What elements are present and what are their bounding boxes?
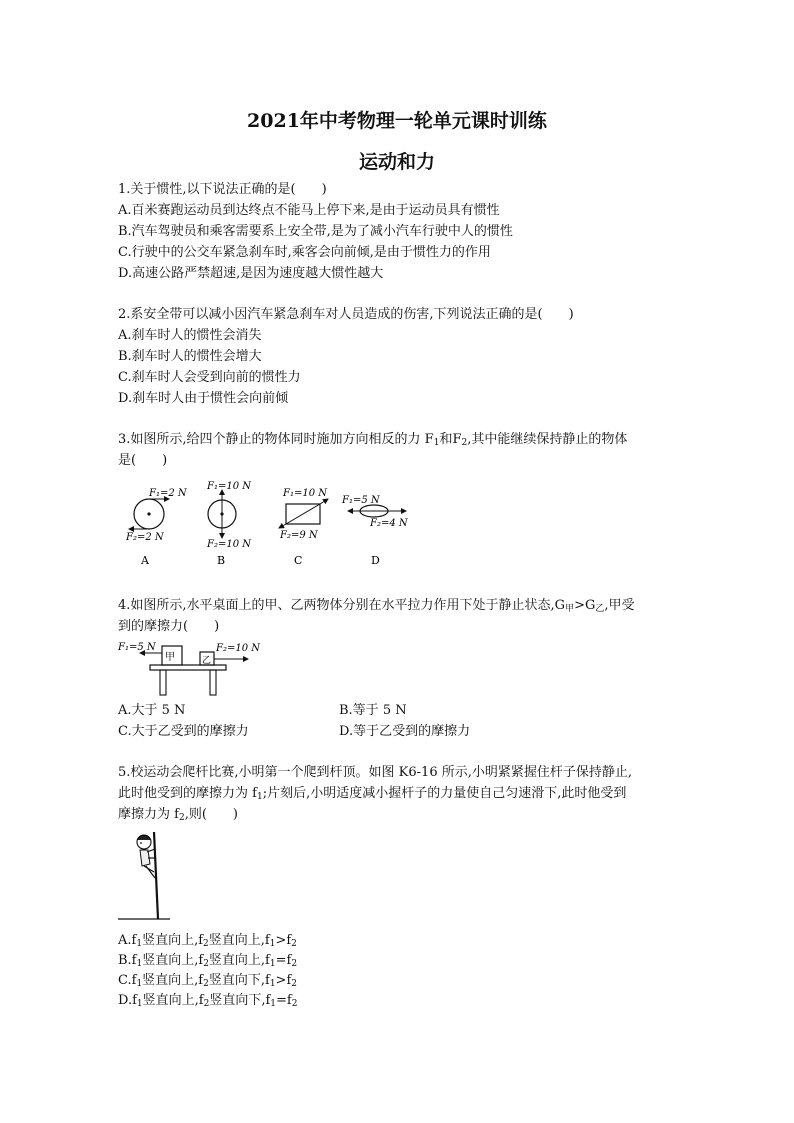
- q1-option-c: C.行驶中的公交车紧急刹车时,乘客会向前倾,是由于惯性力的作用: [118, 245, 491, 260]
- q3-b-f2-label: F₂=10 N: [207, 539, 251, 550]
- q4-option-b: B.等于 5 N: [339, 703, 407, 718]
- q3-a-f1-label: F₁=2 N: [149, 488, 187, 499]
- q5-stem-line3: 摩擦力为 $f_2$,则( ): [118, 807, 238, 823]
- q4-block-yi-label: 乙: [202, 656, 212, 666]
- q2-stem: 2.系安全带可以减小因汽车紧急刹车对人员造成的伤害,下列说法正确的是( ): [118, 307, 574, 322]
- q3-figure-d: [341, 495, 409, 567]
- q3-d-f1-label: F₁=5 N: [342, 495, 380, 506]
- q3-label-a: A: [141, 554, 149, 567]
- q3-c-f1-label: F₁=10 N: [283, 488, 327, 499]
- q4-option-a: A.大于 5 N: [118, 703, 186, 718]
- q5-option-a: $A.f_1$竖直向上$,f_2$竖直向上$,f_1>f_2$: [118, 933, 297, 949]
- q2-option-a: A.刹车时人的惯性会消失: [118, 328, 262, 343]
- q5-stem-line2: 此时他受到的摩擦力为 $f_1$;片刻后,小明适度减小握杆子的力量使自己匀速滑下,此时他受到: [118, 786, 627, 802]
- q2-option-d: D.刹车时人由于惯性会向前倾: [118, 391, 289, 406]
- q3-figure-a: [125, 488, 188, 567]
- q5-option-c: $C.f_1$竖直向上$,f_2$竖直向下$,f_1>f_2$: [118, 973, 297, 989]
- q1-option-b: B.汽车驾驶员和乘客需要系上安全带,是为了减小汽车行驶中人的惯性: [118, 224, 513, 239]
- q3-stem-line1: 3.如图所示,给四个静止的物体同时施加方向相反的力 $F_1$和$F_2$,其中能继续保持静止的物体: [118, 432, 628, 448]
- q1-option-a: A.百米赛跑运动员到达终点不能马上停下来,是由于运动员具有惯性: [118, 203, 500, 218]
- q3-label-d: D: [371, 554, 380, 567]
- q3-a-f2-label: F₂=2 N: [126, 532, 164, 543]
- q3-c-f2-label: F₂=9 N: [280, 530, 318, 541]
- q4-figure: [116, 640, 276, 698]
- q4-f2-label: F₂=10 N: [216, 643, 260, 654]
- q4-option-c: C.大于乙受到的摩擦力: [118, 724, 249, 739]
- q3-label-b: B: [217, 554, 226, 567]
- q4-stem-line1: 4.如图所示,水平桌面上的甲、乙两物体分别在水平拉力作用下处于静止状态$,G_甲>G_乙$,甲受: [118, 598, 635, 614]
- q3-label-c: C: [294, 554, 303, 567]
- q5-figure: [118, 828, 178, 922]
- q3-stem-line2: 是( ): [118, 453, 168, 468]
- q2-option-c: C.刹车时人会受到向前的惯性力: [118, 370, 301, 385]
- q4-block-jia-label: 甲: [165, 652, 175, 663]
- page-title: 2021年中考物理一轮单元课时训练: [247, 110, 547, 132]
- q1-stem: 1.关于惯性,以下说法正确的是( ): [118, 182, 327, 197]
- q4-f1-label: F₁=5 N: [118, 642, 156, 653]
- q5-option-d: $D.f_1$竖直向上$,f_2$竖直向下$,f_1=f_2$: [118, 993, 298, 1009]
- q3-figure: [118, 478, 428, 574]
- q3-figure-b: [206, 481, 252, 567]
- q5-option-b: $B.f_1$竖直向上$,f_2$竖直向上$,f_1=f_2$: [118, 953, 298, 969]
- q3-d-f2-label: F₂=4 N: [370, 518, 408, 529]
- q3-figure-c: [279, 488, 328, 567]
- q2-option-b: B.刹车时人的惯性会增大: [118, 349, 262, 364]
- q4-option-d: D.等于乙受到的摩擦力: [339, 724, 471, 739]
- q3-b-f1-label: F₁=10 N: [207, 481, 251, 492]
- q4-stem-line2: 到的摩擦力( ): [118, 619, 220, 634]
- q5-stem-line1: 5.校运动会爬杆比赛,小明第一个爬到杆顶。如图 K6-16 所示,小明紧紧握住杆子保持静止,: [118, 765, 632, 780]
- q1-option-d: D.高速公路严禁超速,是因为速度越大惯性越大: [118, 266, 384, 281]
- page-subtitle: 运动和力: [358, 151, 435, 173]
